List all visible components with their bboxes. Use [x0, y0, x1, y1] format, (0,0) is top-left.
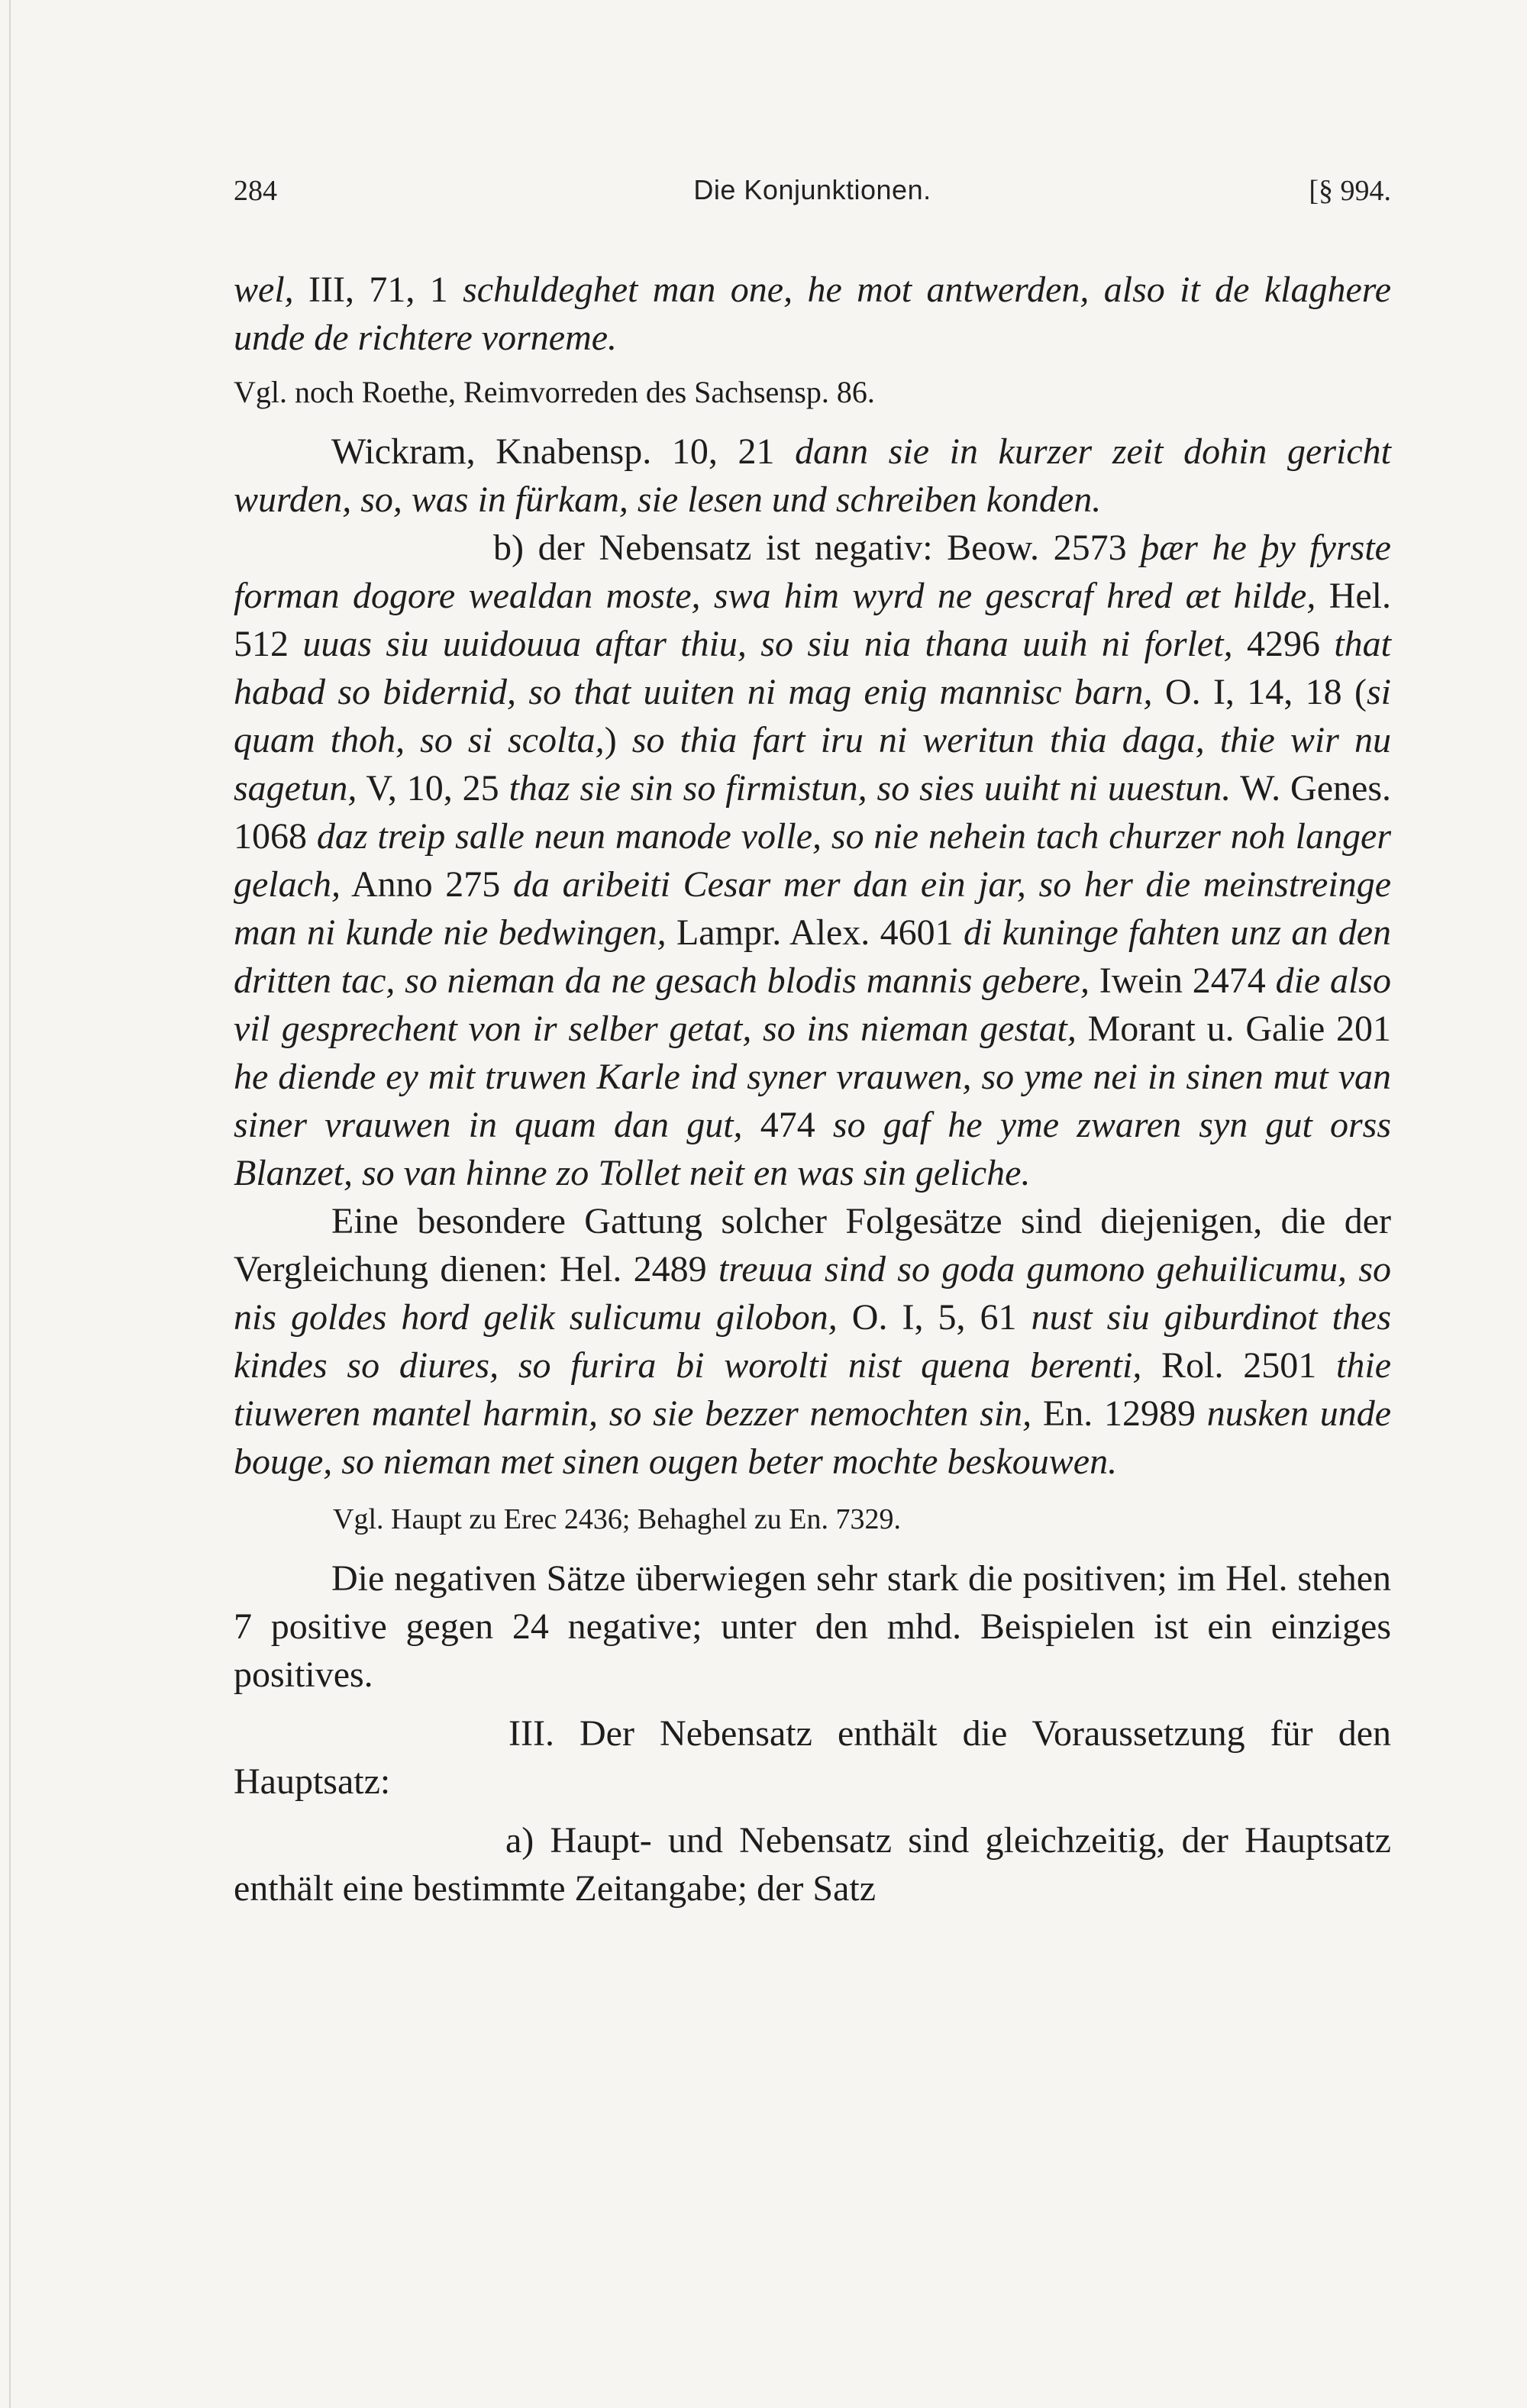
example-quote: nust siu giburdinot thes kindes so diures, so furira bi worolti nist quena berenti,	[234, 1297, 1391, 1386]
citation: Hel. 512	[234, 576, 1392, 664]
running-header	[234, 174, 1391, 220]
body-text	[234, 266, 1391, 1913]
citation: 474	[742, 1105, 833, 1145]
example-quote: di kuninge fahten unz an den dritten tac, so nieman da ne gesach blodis mannis gebere,	[234, 912, 1392, 1001]
example-quote: nusken unde bouge, so nieman met sinen ougen beter mochte beskouwen.	[234, 1393, 1392, 1482]
chapter-title: Die Konjunktionen.	[693, 174, 931, 205]
spacer	[234, 1699, 1391, 1709]
section-heading-III: III. Der Nebensatz enthält die Voraussetzung für den Hauptsatz:	[234, 1713, 1391, 1802]
citation: Anno 275	[340, 864, 513, 905]
example-quote: so thia fart iru ni weritun thia daga, thie wir nu sagetun,	[234, 720, 1392, 809]
paragraph-statistics: Die negativen Sätze überwiegen sehr stark die positiven; im Hel. stehen 7 positive gegen 24 negative; unter den mhd. Beispielen ist ein einziges positives.	[234, 1558, 1391, 1695]
paragraph-gleichzeitig: a) Haupt- und Nebensatz sind gleichzeitig, der Hauptsatz enthält eine bestimmte Zeitangabe; der Satz	[234, 1820, 1391, 1909]
example-quote: thie tiuweren mantel harmin, so sie bezzer nemochten sin,	[234, 1345, 1391, 1434]
example-quote: he diende ey mit truwen Karle ind syner vrauwen, so yme nei in sinen mut van siner vrauwen in quam dan gut,	[234, 1057, 1391, 1145]
paragraph-negativ	[234, 524, 1391, 1197]
example-quote: schuldeghet man one, he mot antwerden, also it de klaghere unde de richtere vorneme.	[234, 270, 1392, 358]
citation: Iwein 2474	[1089, 960, 1276, 1001]
example-quote: so gaf he yme zwaren syn gut orss Blanzet, so van hinne zo Tollet neit en was sin geliche.	[234, 1105, 1392, 1193]
example-quote: thaz sie sin so firmistun, so sies uuiht ni uuestun.	[508, 768, 1232, 809]
citation: III, 71, 1	[293, 270, 463, 310]
example-quote: treuua sind so goda gumono gehuilicumu, so nis goldes hord gelik sulicumu gilobon,	[234, 1249, 1392, 1338]
section-marker: [§ 994.	[1309, 175, 1391, 207]
scan-edge-line	[9, 0, 11, 2408]
paragraph-wickram	[234, 428, 1391, 524]
citation: )	[604, 720, 632, 760]
example-quote: uuas siu uuidouua aftar thiu, so siu nia thana uuih ni forlet,	[302, 624, 1233, 664]
citation: O. I, 14, 18 (	[1152, 672, 1367, 712]
reference-note: Vgl. noch Roethe, Reimvorreden des Sachsensp. 86.	[234, 375, 875, 409]
example-quote: daz treip salle neun manode volle, so nie nehein tach churzer noh langer gelach,	[234, 816, 1392, 905]
paragraph-vergleichung	[234, 1197, 1391, 1486]
citation: Wickram, Knabensp. 10, 21	[331, 431, 796, 472]
page-number: 284	[234, 175, 277, 207]
citation: Eine besondere Gattung solcher Folgesätze sind diejenigen, die der Vergleichung dienen: Hel. 2489	[234, 1201, 1391, 1290]
citation: Lampr. Alex. 4601	[666, 912, 964, 953]
example-quote: da aribeiti Cesar mer dan ein jar, so her die meinstreinge man ni kunde nie bedwingen,	[234, 864, 1392, 953]
citation: V, 10, 25	[357, 768, 509, 809]
example-quote: si quam thoh, so si scolta,	[234, 672, 1392, 760]
citation: O. I, 5, 61	[837, 1297, 1031, 1338]
example-quote: that habad so bidernid, so that uuiten ni mag enig mannisc barn,	[234, 624, 1391, 712]
example-quote: wel,	[234, 270, 294, 310]
example-quote: þær he þy fyrste forman dogore wealdan moste, swa him wyrd ne gescraf hred æt hilde,	[234, 528, 1391, 616]
example-quote: dann sie in kurzer zeit dohin gericht wurden, so, was in fürkam, sie lesen und schreiben konden.	[234, 431, 1391, 520]
citation: 4296	[1232, 624, 1335, 664]
citation: Rol. 2501	[1141, 1345, 1337, 1386]
paragraph-continuation	[234, 266, 1391, 362]
citation: En. 12989	[1031, 1393, 1207, 1434]
citation: W. Genes. 1068	[234, 768, 1392, 857]
example-quote: die also vil gesprechent von ir selber getat, so ins nieman gestat,	[234, 960, 1391, 1049]
spacer	[234, 1806, 1391, 1816]
citation: b) der Nebensatz ist negativ: Beow. 2573	[493, 528, 1141, 568]
citation: Morant u. Galie 201	[1076, 1009, 1391, 1049]
reference-note: Vgl. Haupt zu Erec 2436; Behaghel zu En. 7329.	[333, 1503, 901, 1535]
